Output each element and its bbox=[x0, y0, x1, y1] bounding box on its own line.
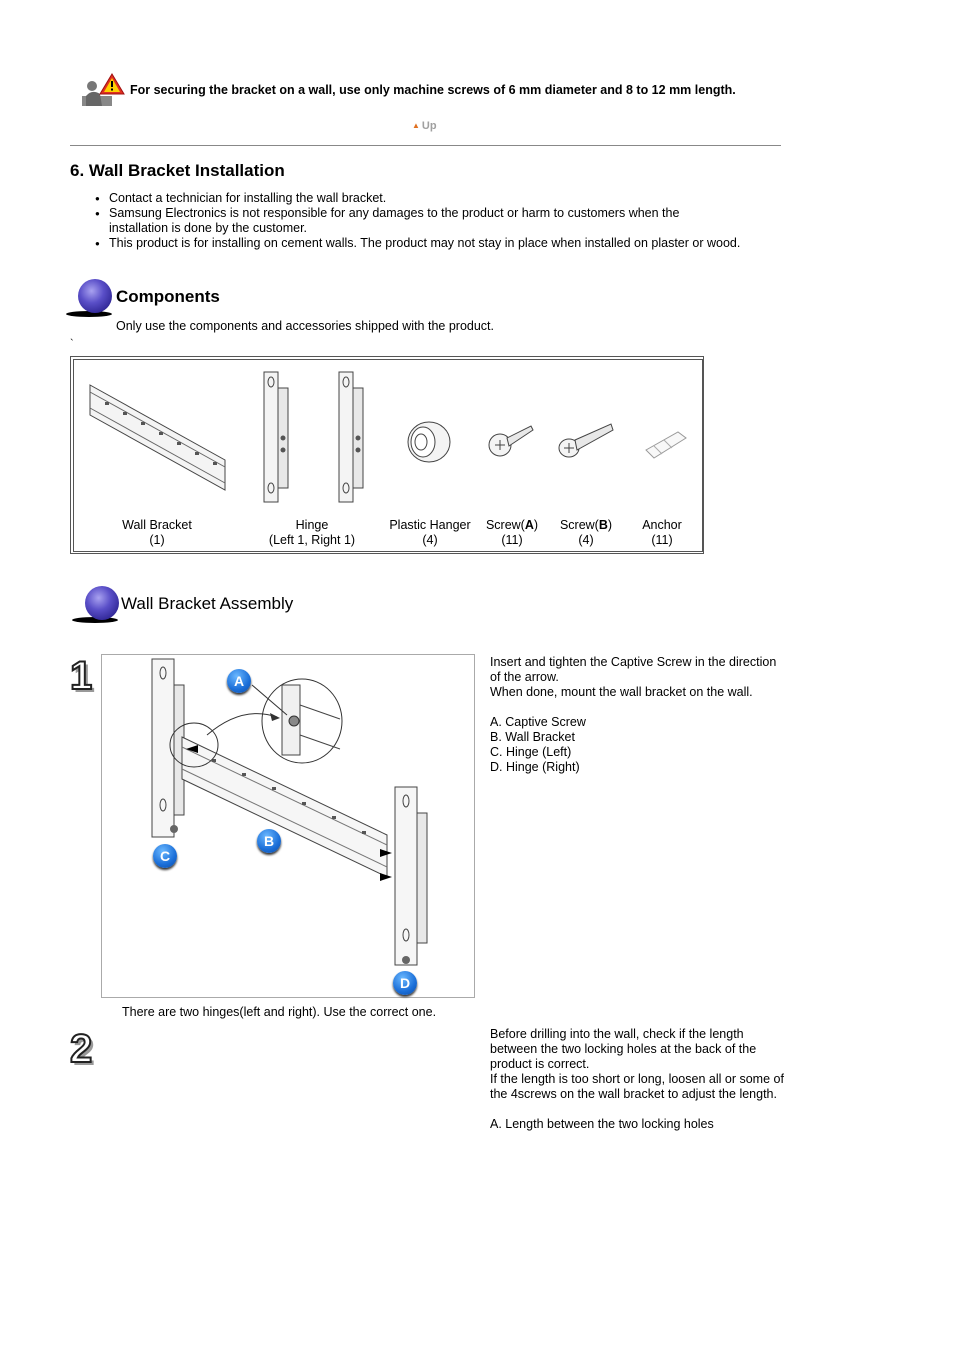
warning-text: For securing the bracket on a wall, use only machine screws of 6 mm diameter and 8 to 12 mm length. bbox=[130, 83, 736, 97]
badge-c: C bbox=[153, 844, 177, 868]
hinge-right-image bbox=[333, 368, 369, 508]
components-title: Components bbox=[116, 287, 220, 306]
badge-b: B bbox=[257, 829, 281, 853]
bullet-item: ● Samsung Electronics is not responsible for any damages to the product or harm to customers when the installation is done by the customer. bbox=[95, 206, 719, 236]
step2-text: Before drilling into the wall, check if the length between the two locking holes at the back of the product is correct. If the length is too short or long, loosen all or some of the 4screws on the wall bracket to adjust the length. A. Length between the two locking holes bbox=[490, 1027, 784, 1131]
components-description: Only use the components and accessories shipped with the product. bbox=[116, 319, 494, 333]
purple-ball-icon bbox=[85, 586, 119, 620]
step1-caption: There are two hinges(left and right). Use the correct one. bbox=[122, 1005, 437, 1019]
component-label: Plastic Hanger (4) bbox=[389, 518, 471, 547]
legend-item: C. Hinge (Left) bbox=[490, 745, 572, 759]
section-title: 6. Wall Bracket Installation bbox=[70, 161, 285, 180]
wall-bracket-image bbox=[85, 380, 230, 495]
screw-b-image bbox=[557, 420, 615, 464]
up-label: Up bbox=[421, 120, 437, 132]
legend-item: A. Length between the two locking holes bbox=[490, 1117, 714, 1131]
legend-item: D. Hinge (Right) bbox=[490, 760, 580, 774]
assembly-title: Wall Bracket Assembly bbox=[121, 594, 294, 613]
bullet-item: ● This product is for installing on cement walls. The product may not stay in place when installed on plaster or wood. bbox=[95, 236, 795, 251]
bullet-list bbox=[95, 191, 795, 251]
component-label: Screw(B) (4) bbox=[559, 518, 613, 547]
component-label: Wall Bracket (1) bbox=[122, 518, 192, 547]
component-label: Screw(A) (11) bbox=[485, 518, 539, 547]
legend-item: B. Wall Bracket bbox=[490, 730, 575, 744]
bracket-assembly-diagram bbox=[102, 655, 474, 997]
screw-a-image bbox=[487, 420, 535, 464]
up-arrow-icon: ▲ bbox=[412, 121, 420, 130]
plastic-hanger-image bbox=[403, 418, 453, 466]
hinge-left-image bbox=[258, 368, 294, 508]
step-number-1: 1 bbox=[70, 654, 93, 698]
badge-d: D bbox=[393, 971, 417, 995]
purple-ball-icon bbox=[78, 279, 112, 313]
badge-a: A bbox=[227, 669, 251, 693]
component-label: Anchor (11) bbox=[642, 518, 682, 547]
warning-icon-group bbox=[80, 72, 126, 108]
step-number-2: 2 bbox=[70, 1027, 93, 1071]
legend-item: A. Captive Screw bbox=[490, 715, 586, 729]
step1-figure bbox=[101, 654, 475, 998]
step1-text: Insert and tighten the Captive Screw in the direction of the arrow. When done, mount the wall bracket on the wall. A. Captive Screw B. Wall Bracket C. Hinge (Left) D. Hinge (Right) bbox=[490, 655, 785, 775]
stray-mark: ` bbox=[70, 338, 74, 350]
component-label: Hinge (Left 1, Right 1) bbox=[268, 518, 356, 547]
technician-warning-icon bbox=[80, 72, 126, 108]
anchor-image bbox=[642, 424, 690, 464]
up-link[interactable] bbox=[412, 120, 437, 132]
divider bbox=[70, 145, 781, 146]
bullet-item: ● Contact a technician for installing the wall bracket. bbox=[95, 191, 795, 206]
